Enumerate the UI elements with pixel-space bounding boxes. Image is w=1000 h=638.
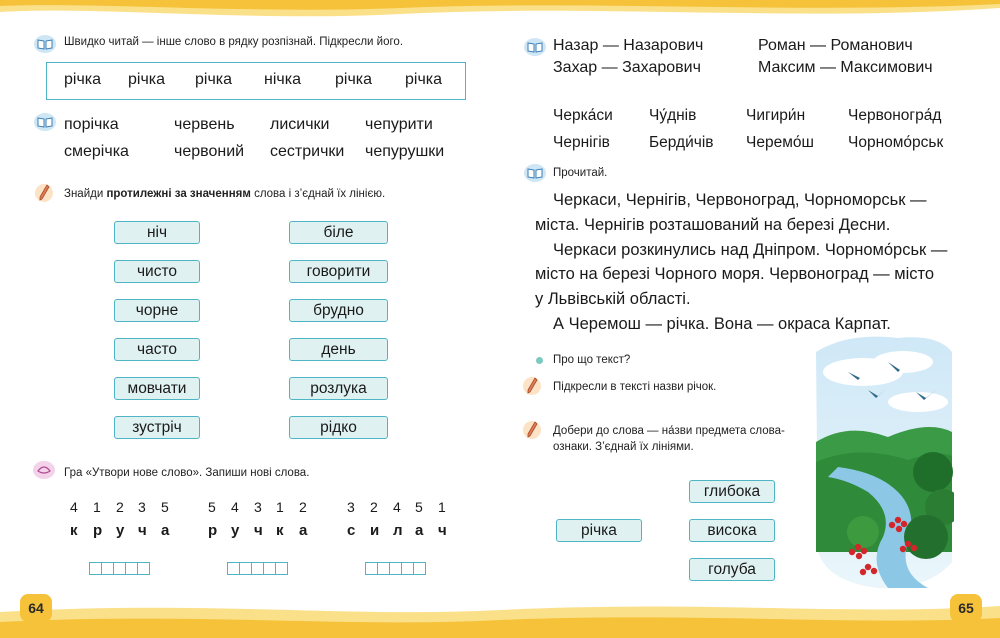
- question-3-line2: ознаки. З’єднай їх лініями.: [553, 441, 694, 453]
- antonym-left-box[interactable]: часто: [114, 338, 200, 361]
- text-line: Черкаси, Чернігів, Червоноград, Чорноморськ —: [553, 191, 927, 209]
- word: смерічка: [64, 143, 129, 160]
- letter: и: [370, 522, 380, 539]
- book-icon: [524, 38, 546, 56]
- name-pair: Максим — Максимович: [758, 59, 933, 76]
- antonym-right-box[interactable]: рідко: [289, 416, 388, 439]
- pen-icon: [522, 419, 542, 441]
- city-word: Чорномо́рськ: [848, 134, 944, 151]
- city-word: Черемо́ш: [746, 134, 814, 151]
- text-line: у Львівській області.: [535, 290, 691, 308]
- letter: у: [116, 522, 125, 539]
- match-right-box[interactable]: висока: [689, 519, 775, 542]
- city-word: Чу́днів: [649, 107, 697, 124]
- letter: ч: [254, 522, 263, 539]
- digit: 5: [208, 499, 216, 515]
- letter: р: [208, 522, 218, 539]
- word-row-box: [46, 62, 466, 100]
- city-word: Черка́си: [553, 107, 613, 124]
- question-1: Про що текст?: [553, 354, 631, 366]
- digit: 1: [438, 499, 446, 515]
- word: сестрички: [270, 143, 345, 160]
- antonym-left-box[interactable]: чисто: [114, 260, 200, 283]
- row-word: річка: [128, 71, 166, 88]
- book-icon: [524, 164, 546, 182]
- row-word: річка: [64, 71, 102, 88]
- name-pair: Роман — Романович: [758, 37, 913, 54]
- top-wave-decoration: [0, 0, 1000, 30]
- read-instruction: Прочитай.: [553, 167, 608, 179]
- letter: ч: [438, 522, 447, 539]
- letter: а: [415, 522, 424, 539]
- task3-instruction: Знайди протилежні за значенням слова і з’єднай їх лінією.: [64, 188, 386, 200]
- antonym-left-box[interactable]: чорне: [114, 299, 200, 322]
- text-line: Черкаси розкинулись над Дніпром. Чорномо́рськ —: [553, 241, 948, 259]
- answer-cells[interactable]: [227, 562, 287, 575]
- question-3-line1: Добери до слова — на́зви предмета слова-: [553, 425, 785, 437]
- digit: 3: [347, 499, 355, 515]
- digit: 1: [93, 499, 101, 515]
- word: порічка: [64, 116, 119, 133]
- digit: 5: [415, 499, 423, 515]
- digit: 2: [299, 499, 307, 515]
- city-word: Берди́чів: [649, 134, 714, 151]
- letter: у: [231, 522, 240, 539]
- word: чепурушки: [365, 143, 445, 160]
- game-icon: [33, 460, 55, 480]
- pen-icon: [522, 375, 542, 397]
- letter: а: [161, 522, 170, 539]
- match-right-box[interactable]: голуба: [689, 558, 775, 581]
- digit: 4: [70, 499, 78, 515]
- bottom-wave-decoration: [0, 592, 1000, 638]
- digit: 5: [161, 499, 169, 515]
- digit: 2: [370, 499, 378, 515]
- word: лисички: [270, 116, 330, 133]
- bullet-dot: [536, 357, 543, 364]
- book-icon: [34, 113, 56, 131]
- pen-icon: [34, 182, 54, 204]
- word: червоний: [174, 143, 245, 160]
- letter: л: [393, 522, 403, 539]
- book-icon: [34, 35, 56, 53]
- digit: 4: [393, 499, 401, 515]
- digit: 3: [138, 499, 146, 515]
- name-pair: Назар — Назарович: [553, 37, 704, 54]
- antonym-right-box[interactable]: розлука: [289, 377, 388, 400]
- letter: к: [70, 522, 78, 539]
- match-left-box[interactable]: річка: [556, 519, 642, 542]
- letter: ч: [138, 522, 147, 539]
- letter: а: [299, 522, 308, 539]
- city-word: Чернігів: [553, 134, 610, 151]
- answer-cells[interactable]: [365, 562, 425, 575]
- name-pair: Захар — Захарович: [553, 59, 701, 76]
- page-number-left: 64: [20, 594, 52, 622]
- match-right-box[interactable]: глибока: [689, 480, 775, 503]
- digit: 1: [276, 499, 284, 515]
- row-word: річка: [195, 71, 233, 88]
- antonym-right-box[interactable]: день: [289, 338, 388, 361]
- word: червень: [174, 116, 235, 133]
- row-word: річка: [405, 71, 443, 88]
- task4-instruction: Гра «Утвори нове слово». Запиши нові слова.: [64, 467, 310, 479]
- word: чепурити: [365, 116, 433, 133]
- task1-instruction: Швидко читай — інше слово в рядку розпізнай. Підкресли його.: [64, 36, 404, 48]
- city-word: Червоногра́д: [848, 107, 942, 124]
- city-word: Чигири́н: [746, 107, 806, 124]
- row-word: нічка: [264, 71, 301, 88]
- antonym-left-box[interactable]: мовчати: [114, 377, 200, 400]
- text-line: міста. Чернігів розташований на березі Десни.: [535, 216, 891, 234]
- digit: 4: [231, 499, 239, 515]
- antonym-left-box[interactable]: зустріч: [114, 416, 200, 439]
- answer-cells[interactable]: [89, 562, 149, 575]
- text-line: місто на березі Чорного моря. Червоноград — місто: [535, 265, 935, 283]
- antonym-right-box[interactable]: брудно: [289, 299, 388, 322]
- digit: 3: [254, 499, 262, 515]
- question-2: Підкресли в тексті назви річок.: [553, 381, 717, 393]
- river-landscape-illustration: [808, 332, 954, 590]
- row-word: річка: [335, 71, 373, 88]
- letter: к: [276, 522, 284, 539]
- antonym-right-box[interactable]: біле: [289, 221, 388, 244]
- antonym-right-box[interactable]: говорити: [289, 260, 388, 283]
- antonym-left-box[interactable]: ніч: [114, 221, 200, 244]
- letter: р: [93, 522, 103, 539]
- letter: с: [347, 522, 356, 539]
- text-line: А Черемош — річка. Вона — окраса Карпат.: [553, 315, 891, 333]
- page-number-right: 65: [950, 594, 982, 622]
- digit: 2: [116, 499, 124, 515]
